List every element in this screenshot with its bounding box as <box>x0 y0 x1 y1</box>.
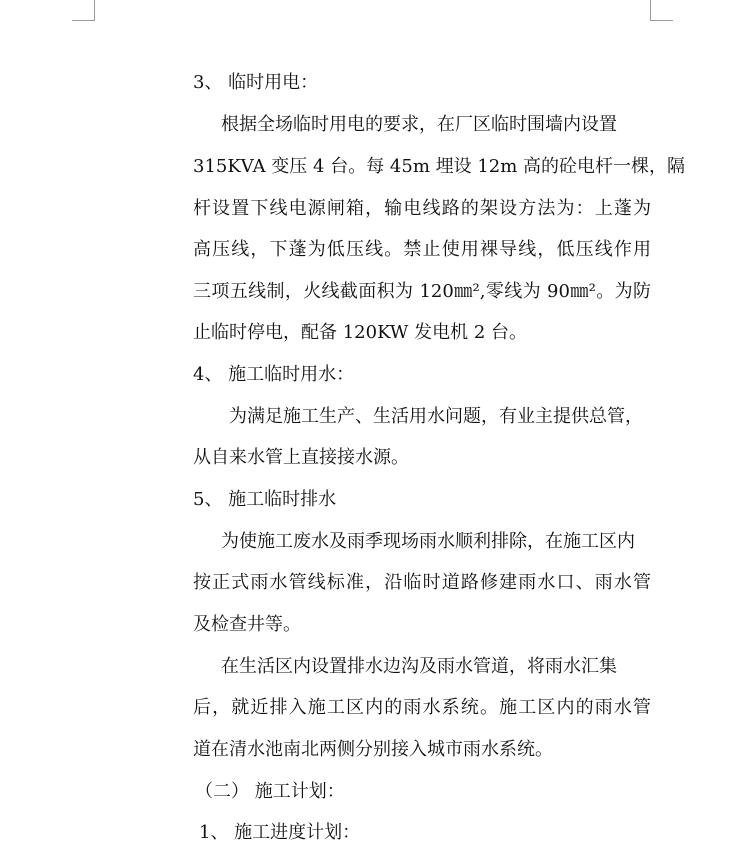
paragraph-line: 为使施工废水及雨季现场雨水顺利排除，在施工区内 <box>221 531 635 552</box>
crop-mark-top-right <box>650 0 673 21</box>
paragraph-line: 根据全场临时用电的要求，在厂区临时围墙内设置 <box>221 114 617 135</box>
heading-temporary-drainage: 5、 施工临时排水 <box>193 489 337 510</box>
heading-temporary-electricity: 3、 临时用电： <box>193 72 319 93</box>
heading-construction-plan: （二） 施工计划： <box>195 781 345 802</box>
paragraph-line: 在生活区内设置排水边沟及雨水管道，将雨水汇集 <box>221 656 617 677</box>
paragraph-line: 为满足施工生产、生活用水问题，有业主提供总管， <box>229 406 643 427</box>
heading-schedule-plan: 1、 施工进度计划： <box>199 822 361 843</box>
paragraph-line: 止临时停电，配备 120KW 发电机 2 台。 <box>193 322 528 343</box>
paragraph-line: 后，就近排入施工区内的雨水系统。施工区内的雨水管 <box>193 697 651 718</box>
paragraph-line: 从自来水管上直接接水源。 <box>193 447 409 468</box>
paragraph-line: 315KVA 变压 4 台。每 45m 埋设 12m 高的砼电杆一棵，隔 <box>193 156 686 177</box>
crop-mark-top-left <box>72 0 95 21</box>
heading-temporary-water: 4、 施工临时用水： <box>193 364 355 385</box>
paragraph-line: 按正式雨水管线标准，沿临时道路修建雨水口、雨水管 <box>193 572 651 593</box>
paragraph-line: 三项五线制，火线截面积为 120㎜²,零线为 90㎜²。为防 <box>193 281 651 302</box>
paragraph-line: 及检查井等。 <box>193 614 301 635</box>
paragraph-line: 高压线，下蓬为低压线。禁止使用裸导线，低压线作用 <box>193 239 651 260</box>
paragraph-line: 杆设置下线电源闸箱，输电线路的架设方法为：上蓬为 <box>193 198 651 219</box>
paragraph-line: 道在清水池南北两侧分别接入城市雨水系统。 <box>193 739 553 760</box>
